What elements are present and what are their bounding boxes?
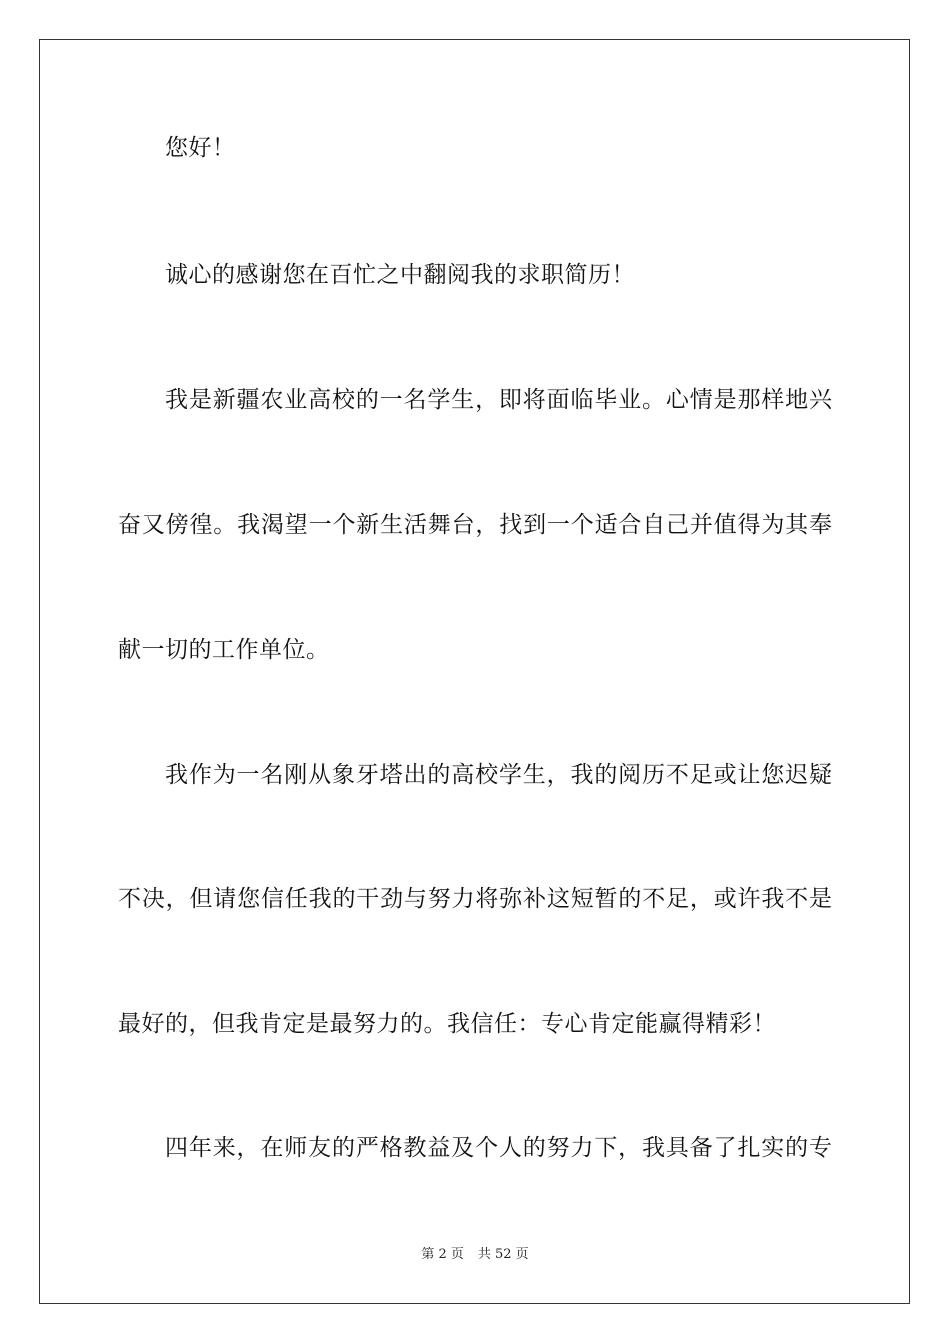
- paragraph-1-line-1: 我是新疆农业高校的一名学生，即将面临毕业。心情是那样地兴: [165, 387, 832, 413]
- paragraph-1-line-2: 奋又傍徨。我渴望一个新生活舞台，找到一个适合自己并值得为其奉: [118, 512, 832, 538]
- paragraph-2-line-1: 我作为一名刚从象牙塔出的高校学生，我的阅历不足或让您迟疑: [165, 762, 832, 788]
- paragraph-2-line-3: 最好的，但我肯定是最努力的。我信任：专心肯定能赢得精彩！: [118, 1011, 776, 1037]
- thanks-line: 诚心的感谢您在百忙之中翻阅我的求职简历！: [165, 262, 635, 288]
- paragraph-1-line-3: 献一切的工作单位。: [118, 637, 330, 663]
- page-border: [39, 39, 910, 1304]
- paragraph-3-line-1: 四年来，在师友的严格教益及个人的努力下，我具备了扎实的专: [165, 1135, 832, 1161]
- greeting-line: 您好！: [165, 135, 236, 161]
- paragraph-2-line-2: 不决，但请您信任我的干劲与努力将弥补这短暂的不足，或许我不是: [118, 886, 832, 912]
- page-footer: [0, 1246, 950, 1264]
- page-number: 第 2 页: [421, 1247, 464, 1262]
- page-total: 共 52 页: [477, 1247, 529, 1262]
